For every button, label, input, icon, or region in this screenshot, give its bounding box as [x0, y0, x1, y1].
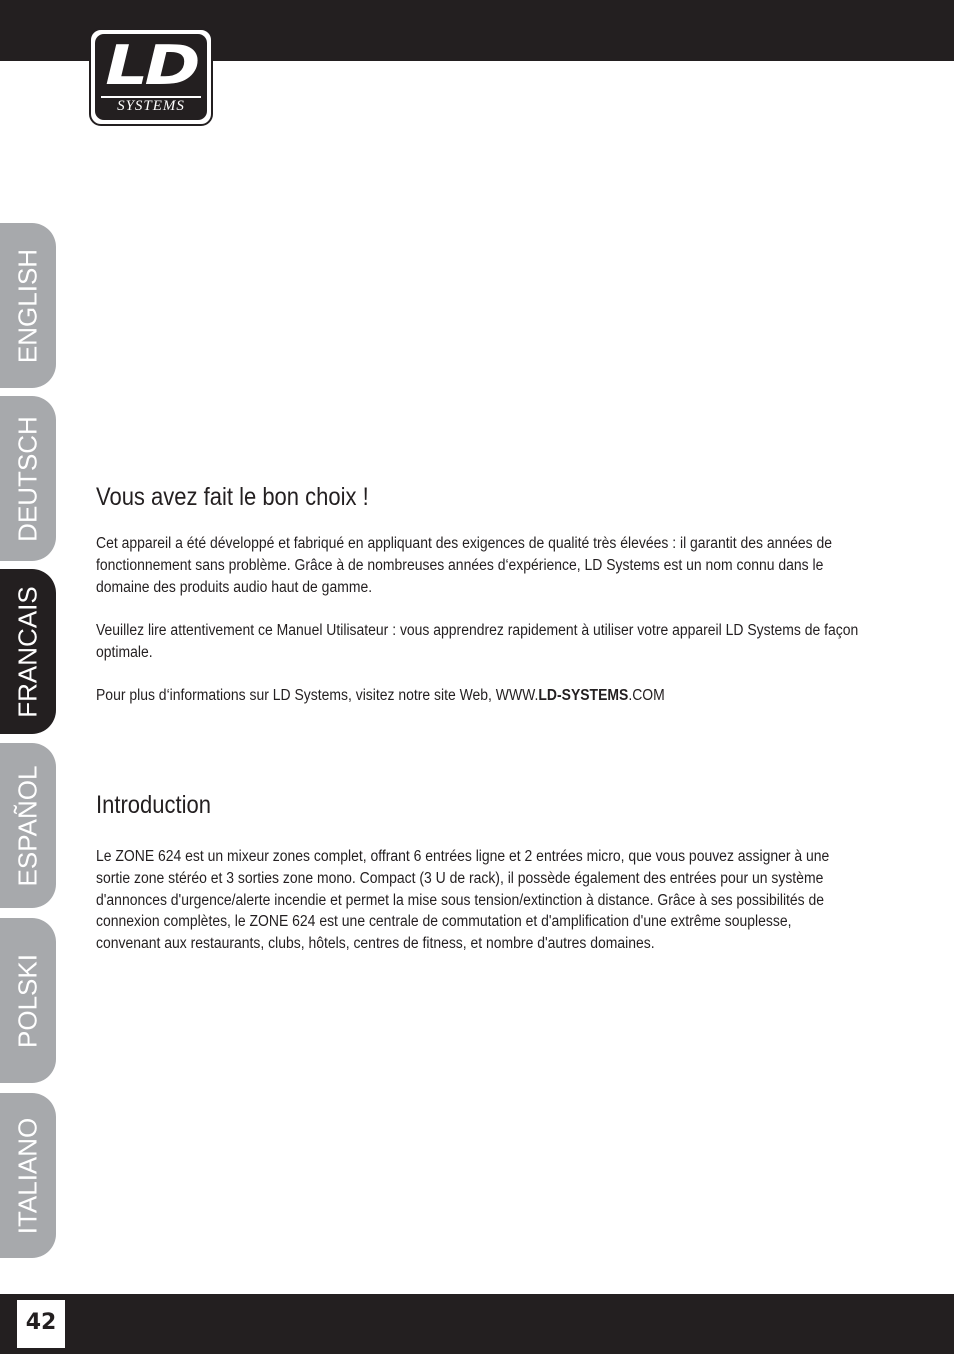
section-choice-title: Vous avez fait le bon choix ! — [96, 483, 369, 511]
tab-espanol[interactable] — [0, 743, 56, 908]
page-number: 42 — [25, 1310, 57, 1335]
section-introduction-title: Introduction — [96, 791, 211, 819]
section-choice-body-2 — [96, 620, 860, 664]
section-choice-body — [96, 533, 860, 598]
tab-deutsch-label: DEUTSCH — [12, 415, 43, 542]
website-brand[interactable]: LD-SYSTEMS — [538, 687, 629, 704]
logo-mark: LD — [105, 34, 197, 97]
section-introduction — [96, 790, 860, 820]
tab-italiano-label: ITALIANO — [12, 1117, 43, 1234]
bottom-bar — [0, 1294, 954, 1354]
tab-english[interactable] — [0, 223, 56, 388]
tab-francais-label: FRANCAIS — [12, 585, 43, 718]
logo-background — [95, 34, 207, 120]
tab-english-label: ENGLISH — [12, 248, 43, 363]
tab-polski-label: POLSKI — [12, 953, 43, 1048]
introduction-paragraph-text: Le ZONE 624 est un mixeur zones complet, offrant 6 entrées ligne et 2 entrées micro, que vous pouvez assigner à une sortie zone stéréo et 3 sorties zone mono. Compact (3 U de rack), il possède également des entrées pour un système d'annonces d'urgence/alerte incendie et permet la mise sous tension/extinction à distance. Grâce à ses possibilités de connexion complètes, le ZONE 624 est une centrale de commutation et d'amplification d'une extrême souplesse, convenant aux restaurants, clubs, hôtels, centres de fitness, et nombre d'autres domaines. — [96, 848, 830, 953]
website-suffix: .COM — [628, 687, 665, 704]
logo-subtitle: SYSTEMS — [117, 98, 185, 114]
section-choice-body-3 — [96, 685, 860, 707]
choice-paragraph-1-text: Cet appareil a été développé et fabriqué en appliquant des exigences de qualité très élevées : il garantit des années de fonctionnement sans problème. Grâce à de nombreuses années d‘expérience, LD Systems est un nom connu dans le domaine des produits audio haut de gamme. — [96, 535, 832, 596]
choice-paragraph-2-text: Veuillez lire attentivement ce Manuel Utilisateur : vous apprendrez rapidement à utiliser votre appareil LD Systems de façon optimale. — [96, 622, 859, 661]
page-number-box — [17, 1300, 65, 1348]
section-introduction-body — [96, 846, 860, 955]
tab-deutsch[interactable] — [0, 396, 56, 561]
choice-paragraph-1 — [96, 533, 860, 598]
website-prefix: Pour plus d‘informations sur LD Systems, visitez notre site Web, WWW. — [96, 687, 539, 704]
choice-paragraph-3-line — [96, 685, 859, 707]
choice-paragraph-2 — [96, 620, 860, 664]
tab-francais[interactable] — [0, 569, 56, 734]
tab-espanol-label: ESPAÑOL — [12, 765, 43, 886]
ld-systems-logo — [89, 28, 213, 126]
choice-paragraph-3 — [96, 685, 860, 707]
tab-polski[interactable] — [0, 918, 56, 1083]
section-choice — [96, 482, 860, 512]
tab-italiano[interactable] — [0, 1093, 56, 1258]
introduction-paragraph — [96, 846, 860, 955]
